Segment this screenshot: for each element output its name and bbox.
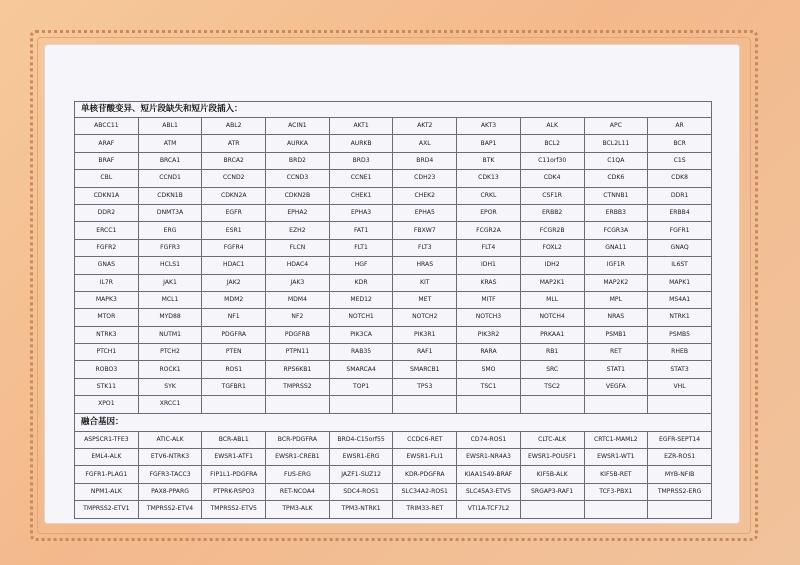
gene-cell: MPL bbox=[584, 291, 648, 308]
gene-cell bbox=[520, 396, 584, 413]
gene-cell: EPHA3 bbox=[329, 204, 393, 221]
gene-cell: ERBB2 bbox=[520, 204, 584, 221]
gene-cell: CCNE1 bbox=[329, 170, 393, 187]
fusion-gene-cell: CD74-ROS1 bbox=[457, 431, 521, 448]
gene-cell: NTRK1 bbox=[648, 309, 712, 326]
gene-cell: ERCC1 bbox=[75, 222, 139, 239]
gene-cell: BCR bbox=[648, 135, 712, 152]
gene-cell: ESR1 bbox=[202, 222, 266, 239]
gene-cell: FLT4 bbox=[457, 239, 521, 256]
gene-cell: DDR2 bbox=[75, 204, 139, 221]
gene-cell: FGFR3 bbox=[138, 239, 202, 256]
gene-cell: AKT1 bbox=[329, 118, 393, 135]
fusion-gene-cell: PTPRK-RSPO3 bbox=[202, 483, 266, 500]
fusion-gene-cell: NPM1-ALK bbox=[75, 483, 139, 500]
fusion-gene-cell: PAX8-PPARG bbox=[138, 483, 202, 500]
fusion-gene-cell: SDC4-ROS1 bbox=[329, 483, 393, 500]
gene-cell: IL6ST bbox=[648, 257, 712, 274]
fusion-gene-cell: EWSR1-NR4A3 bbox=[457, 449, 521, 466]
fusion-gene-cell: KIAA1549-BRAF bbox=[457, 466, 521, 483]
gene-cell: MAPK3 bbox=[75, 291, 139, 308]
gene-cell: SMARCB1 bbox=[393, 361, 457, 378]
gene-cell bbox=[457, 396, 521, 413]
gene-cell: CHEK1 bbox=[329, 187, 393, 204]
gene-cell: IDH1 bbox=[457, 257, 521, 274]
gene-cell: CBL bbox=[75, 170, 139, 187]
snv-gene-row bbox=[75, 118, 712, 135]
gene-cell: FLT1 bbox=[329, 239, 393, 256]
gene-cell: MAP2K2 bbox=[584, 274, 648, 291]
fusion-gene-cell: BCR-PDGFRA bbox=[266, 431, 330, 448]
snv-gene-row bbox=[75, 187, 712, 204]
snv-gene-row bbox=[75, 309, 712, 326]
gene-cell bbox=[393, 396, 457, 413]
fusion-gene-cell: TMPRSS2-ETV4 bbox=[138, 501, 202, 518]
gene-cell: FGFR4 bbox=[202, 239, 266, 256]
gene-cell: PDGFRA bbox=[202, 326, 266, 343]
gene-cell: MTOR bbox=[75, 309, 139, 326]
fusion-gene-cell: EWSR1-CREB1 bbox=[266, 449, 330, 466]
gene-cell: ROS1 bbox=[202, 361, 266, 378]
gene-cell: FOXL2 bbox=[520, 239, 584, 256]
gene-cell: MAPK1 bbox=[648, 274, 712, 291]
gene-cell: CSF1R bbox=[520, 187, 584, 204]
gene-cell: ROCK1 bbox=[138, 361, 202, 378]
snv-gene-row bbox=[75, 274, 712, 291]
gene-cell: VEGFA bbox=[584, 378, 648, 395]
gene-cell: CDKN2B bbox=[266, 187, 330, 204]
gene-cell: EPHA5 bbox=[393, 204, 457, 221]
fusion-gene-cell: BCR-ABL1 bbox=[202, 431, 266, 448]
snv-gene-row bbox=[75, 204, 712, 221]
snv-gene-row bbox=[75, 344, 712, 361]
gene-cell: STK11 bbox=[75, 378, 139, 395]
gene-cell: PIK3R1 bbox=[393, 326, 457, 343]
gene-cell: PSMB1 bbox=[584, 326, 648, 343]
gene-cell: AKT2 bbox=[393, 118, 457, 135]
gene-cell: SYK bbox=[138, 378, 202, 395]
gene-cell: IL7R bbox=[75, 274, 139, 291]
gene-cell: HDAC1 bbox=[202, 257, 266, 274]
gene-cell: ERBB4 bbox=[648, 204, 712, 221]
gene-cell: MET bbox=[393, 291, 457, 308]
fusion-gene-cell: EWSR1-ATF1 bbox=[202, 449, 266, 466]
gene-cell: NOTCH3 bbox=[457, 309, 521, 326]
gene-cell: CCND1 bbox=[138, 170, 202, 187]
gene-cell: NRAS bbox=[584, 309, 648, 326]
snv-gene-row bbox=[75, 378, 712, 395]
gene-cell: MLL bbox=[520, 291, 584, 308]
fusion-gene-row bbox=[75, 466, 712, 483]
fusion-gene-cell: EWSR1-WT1 bbox=[584, 449, 648, 466]
gene-cell: C1S bbox=[648, 152, 712, 169]
gene-cell: SRC bbox=[520, 361, 584, 378]
gene-cell: IDH2 bbox=[520, 257, 584, 274]
fusion-gene-cell: SLC45A3-ETV5 bbox=[457, 483, 521, 500]
gene-cell: NUTM1 bbox=[138, 326, 202, 343]
gene-cell: RB1 bbox=[520, 344, 584, 361]
gene-cell: FCGR2A bbox=[457, 222, 521, 239]
gene-cell: BRD4 bbox=[393, 152, 457, 169]
gene-cell: ATM bbox=[138, 135, 202, 152]
gene-cell: CCND3 bbox=[266, 170, 330, 187]
fusion-gene-cell: TMPRSS2-ETV5 bbox=[202, 501, 266, 518]
fusion-gene-cell: CCDC6-RET bbox=[393, 431, 457, 448]
gene-cell: AURKA bbox=[266, 135, 330, 152]
gene-cell: CDH23 bbox=[393, 170, 457, 187]
gene-cell: NOTCH2 bbox=[393, 309, 457, 326]
gene-cell: HGF bbox=[329, 257, 393, 274]
gene-cell: PTPN11 bbox=[266, 344, 330, 361]
gene-cell: FCGR2B bbox=[520, 222, 584, 239]
gene-cell: ALK bbox=[520, 118, 584, 135]
gene-cell: EZH2 bbox=[266, 222, 330, 239]
gene-cell: TSC2 bbox=[520, 378, 584, 395]
gene-cell: ATR bbox=[202, 135, 266, 152]
fusion-gene-cell: ATIC-ALK bbox=[138, 431, 202, 448]
gene-cell: BRCA1 bbox=[138, 152, 202, 169]
gene-cell: MDM4 bbox=[266, 291, 330, 308]
gene-cell: EGFR bbox=[202, 204, 266, 221]
gene-cell: APC bbox=[584, 118, 648, 135]
fusion-gene-cell: VTI1A-TCF7L2 bbox=[457, 501, 521, 518]
fusion-gene-cell: BRD4-C15orf55 bbox=[329, 431, 393, 448]
gene-cell: EPOR bbox=[457, 204, 521, 221]
gene-cell: FCGR3A bbox=[584, 222, 648, 239]
gene-cell: XPO1 bbox=[75, 396, 139, 413]
fusion-gene-cell: TRIM33-RET bbox=[393, 501, 457, 518]
fusion-gene-cell: SLC34A2-ROS1 bbox=[393, 483, 457, 500]
gene-cell: FGFR2 bbox=[75, 239, 139, 256]
gene-cell bbox=[648, 396, 712, 413]
gene-cell: TMPRSS2 bbox=[266, 378, 330, 395]
gene-cell: DNMT3A bbox=[138, 204, 202, 221]
gene-cell: CDK13 bbox=[457, 170, 521, 187]
gene-cell: PIK3R2 bbox=[457, 326, 521, 343]
gene-cell: ABCC11 bbox=[75, 118, 139, 135]
fusion-gene-cell: TPM3-ALK bbox=[266, 501, 330, 518]
fusion-gene-cell bbox=[584, 501, 648, 518]
gene-cell: JAK1 bbox=[138, 274, 202, 291]
gene-cell: C11orf30 bbox=[520, 152, 584, 169]
gene-cell: SMARCA4 bbox=[329, 361, 393, 378]
gene-cell: HDAC4 bbox=[266, 257, 330, 274]
gene-cell: ERG bbox=[138, 222, 202, 239]
snv-gene-row bbox=[75, 361, 712, 378]
gene-cell: FGFR1 bbox=[648, 222, 712, 239]
gene-cell: JAK2 bbox=[202, 274, 266, 291]
snv-gene-row bbox=[75, 152, 712, 169]
snv-gene-row bbox=[75, 326, 712, 343]
gene-cell: C1QA bbox=[584, 152, 648, 169]
gene-cell: ABL2 bbox=[202, 118, 266, 135]
gene-cell: PRKAA1 bbox=[520, 326, 584, 343]
gene-cell: GNAQ bbox=[648, 239, 712, 256]
gene-cell: CRKL bbox=[457, 187, 521, 204]
fusion-section-header: 融合基因： bbox=[75, 413, 712, 431]
gene-cell: MITF bbox=[457, 291, 521, 308]
gene-cell: KIT bbox=[393, 274, 457, 291]
fusion-gene-cell: EWSR1-POU5F1 bbox=[520, 449, 584, 466]
fusion-gene-cell: KDR-PDGFRA bbox=[393, 466, 457, 483]
gene-cell: CDK8 bbox=[648, 170, 712, 187]
fusion-gene-cell: FGFR3-TACC3 bbox=[138, 466, 202, 483]
gene-cell: RARA bbox=[457, 344, 521, 361]
fusion-gene-row bbox=[75, 449, 712, 466]
gene-cell: VHL bbox=[648, 378, 712, 395]
gene-cell: PTEN bbox=[202, 344, 266, 361]
gene-cell: CDK6 bbox=[584, 170, 648, 187]
gene-cell: XRCC1 bbox=[138, 396, 202, 413]
fusion-gene-cell: RET-NCOA4 bbox=[266, 483, 330, 500]
gene-cell: MDM2 bbox=[202, 291, 266, 308]
snv-gene-row bbox=[75, 170, 712, 187]
snv-gene-row bbox=[75, 257, 712, 274]
fusion-gene-cell: EWSR1-ERG bbox=[329, 449, 393, 466]
gene-cell: AR bbox=[648, 118, 712, 135]
snv-gene-row bbox=[75, 135, 712, 152]
gene-cell: FBXW7 bbox=[393, 222, 457, 239]
gene-cell: IGF1R bbox=[584, 257, 648, 274]
gene-cell: DDR1 bbox=[648, 187, 712, 204]
fusion-gene-cell: TPM3-NTRK1 bbox=[329, 501, 393, 518]
gene-cell: RET bbox=[584, 344, 648, 361]
gene-cell: PTCH1 bbox=[75, 344, 139, 361]
gene-cell: TOP1 bbox=[329, 378, 393, 395]
fusion-gene-cell: KIF5B-RET bbox=[584, 466, 648, 483]
fusion-gene-cell: TMPRSS2-ERG bbox=[648, 483, 712, 500]
gene-cell: TGFBR1 bbox=[202, 378, 266, 395]
gene-table bbox=[74, 101, 712, 519]
gene-cell bbox=[266, 396, 330, 413]
fusion-gene-cell: EZR-ROS1 bbox=[648, 449, 712, 466]
gene-cell: RAB35 bbox=[329, 344, 393, 361]
gene-cell: PTCH2 bbox=[138, 344, 202, 361]
gene-cell: RHEB bbox=[648, 344, 712, 361]
gene-cell: TP53 bbox=[393, 378, 457, 395]
gene-cell: SMO bbox=[457, 361, 521, 378]
fusion-gene-cell bbox=[648, 501, 712, 518]
gene-cell: BAP1 bbox=[457, 135, 521, 152]
gene-cell: TSC1 bbox=[457, 378, 521, 395]
fusion-gene-cell: ASPSCR1-TFE3 bbox=[75, 431, 139, 448]
fusion-gene-cell: FUS-ERG bbox=[266, 466, 330, 483]
gene-cell: FLCN bbox=[266, 239, 330, 256]
snv-gene-row bbox=[75, 222, 712, 239]
gene-cell: RPS6KB1 bbox=[266, 361, 330, 378]
gene-cell: PDGFRB bbox=[266, 326, 330, 343]
gene-cell: PIK3CA bbox=[329, 326, 393, 343]
fusion-gene-cell: TMPRSS2-ETV1 bbox=[75, 501, 139, 518]
fusion-gene-row bbox=[75, 431, 712, 448]
fusion-gene-cell: TCF3-PBX1 bbox=[584, 483, 648, 500]
gene-cell: MCL1 bbox=[138, 291, 202, 308]
fusion-gene-cell: FIP1L1-PDGFRA bbox=[202, 466, 266, 483]
gene-cell: MED12 bbox=[329, 291, 393, 308]
fusion-gene-cell: EGFR-SEPT14 bbox=[648, 431, 712, 448]
gene-cell: FLT3 bbox=[393, 239, 457, 256]
gene-cell: BRCA2 bbox=[202, 152, 266, 169]
gene-cell: AKT3 bbox=[457, 118, 521, 135]
gene-cell: CTNNB1 bbox=[584, 187, 648, 204]
gene-cell: CDK4 bbox=[520, 170, 584, 187]
gene-cell: AURKB bbox=[329, 135, 393, 152]
gene-cell: MAP2K1 bbox=[520, 274, 584, 291]
gene-cell: ABL1 bbox=[138, 118, 202, 135]
gene-cell: BCL2 bbox=[520, 135, 584, 152]
fusion-gene-cell: JAZF1-SUZ12 bbox=[329, 466, 393, 483]
gene-cell: MS4A1 bbox=[648, 291, 712, 308]
gene-cell: AXL bbox=[393, 135, 457, 152]
gene-cell bbox=[329, 396, 393, 413]
gene-cell: PSMB5 bbox=[648, 326, 712, 343]
gene-cell: BRD2 bbox=[266, 152, 330, 169]
gene-cell bbox=[584, 396, 648, 413]
fusion-gene-cell: SRGAP3-RAF1 bbox=[520, 483, 584, 500]
gene-cell: NTRK3 bbox=[75, 326, 139, 343]
gene-cell: GNA11 bbox=[584, 239, 648, 256]
gene-cell: NOTCH1 bbox=[329, 309, 393, 326]
gene-cell: RAF1 bbox=[393, 344, 457, 361]
snv-gene-row bbox=[75, 396, 712, 413]
gene-cell: STAT1 bbox=[584, 361, 648, 378]
gene-cell: CHEK2 bbox=[393, 187, 457, 204]
gene-cell: BRD3 bbox=[329, 152, 393, 169]
gene-cell: BRAF bbox=[75, 152, 139, 169]
gene-cell: MYD88 bbox=[138, 309, 202, 326]
gene-cell: KDR bbox=[329, 274, 393, 291]
gene-cell: ARAF bbox=[75, 135, 139, 152]
gene-cell: NF1 bbox=[202, 309, 266, 326]
gene-cell: JAK3 bbox=[266, 274, 330, 291]
fusion-gene-cell: MYB-NFIB bbox=[648, 466, 712, 483]
fusion-gene-cell: ETV6-NTRK3 bbox=[138, 449, 202, 466]
gene-cell: CCND2 bbox=[202, 170, 266, 187]
snv-gene-row bbox=[75, 291, 712, 308]
fusion-gene-cell: CRTC1-MAML2 bbox=[584, 431, 648, 448]
gene-cell bbox=[202, 396, 266, 413]
fusion-gene-cell: EML4-ALK bbox=[75, 449, 139, 466]
gene-cell: ERBB3 bbox=[584, 204, 648, 221]
gene-cell: CDKN1B bbox=[138, 187, 202, 204]
gene-cell: EPHA2 bbox=[266, 204, 330, 221]
gene-cell: HCLS1 bbox=[138, 257, 202, 274]
gene-cell: BCL2L11 bbox=[584, 135, 648, 152]
gene-cell: ACIN1 bbox=[266, 118, 330, 135]
fusion-gene-row bbox=[75, 483, 712, 500]
gene-cell: STAT3 bbox=[648, 361, 712, 378]
gene-cell: CDKN2A bbox=[202, 187, 266, 204]
gene-cell: HRAS bbox=[393, 257, 457, 274]
gene-cell: FAT1 bbox=[329, 222, 393, 239]
snv-gene-row bbox=[75, 239, 712, 256]
fusion-gene-cell: FGFR1-PLAG1 bbox=[75, 466, 139, 483]
fusion-gene-cell bbox=[520, 501, 584, 518]
fusion-gene-cell: EWSR1-FLI1 bbox=[393, 449, 457, 466]
gene-cell: CDKN1A bbox=[75, 187, 139, 204]
gene-cell: GNAS bbox=[75, 257, 139, 274]
snv-section-header: 单核苷酸变异、短片段缺失和短片段插入： bbox=[75, 102, 712, 118]
fusion-gene-row bbox=[75, 501, 712, 518]
gene-cell: KRAS bbox=[457, 274, 521, 291]
gene-cell: BTK bbox=[457, 152, 521, 169]
gene-cell: ROBO3 bbox=[75, 361, 139, 378]
fusion-gene-cell: CLTC-ALK bbox=[520, 431, 584, 448]
fusion-gene-cell: KIF5B-ALK bbox=[520, 466, 584, 483]
gene-cell: NF2 bbox=[266, 309, 330, 326]
gene-cell: NOTCH4 bbox=[520, 309, 584, 326]
